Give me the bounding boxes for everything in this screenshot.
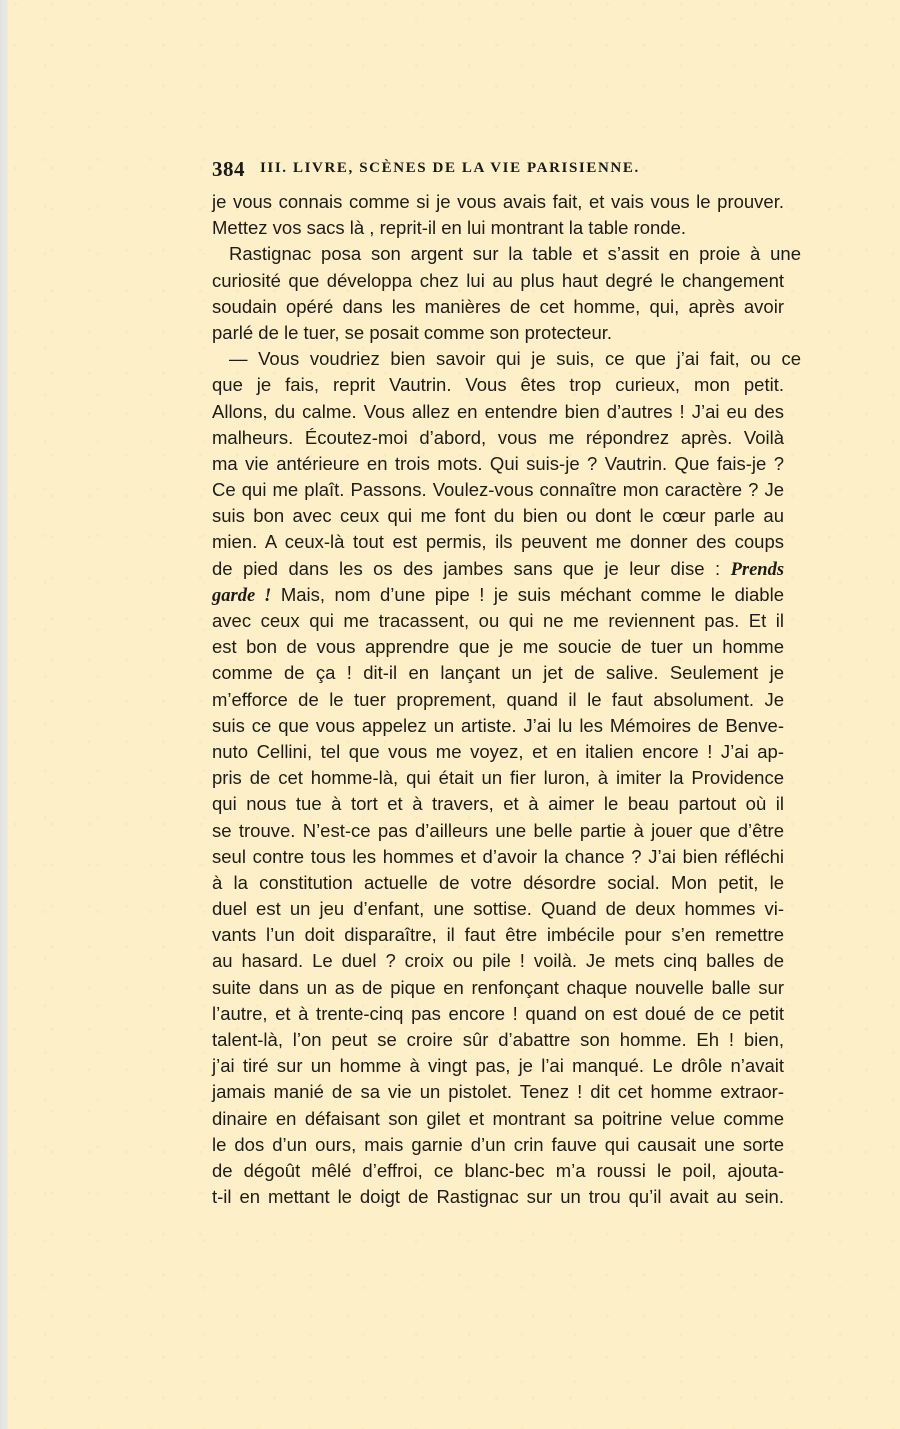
text-line bbox=[212, 268, 784, 294]
text-line bbox=[212, 713, 784, 739]
text-line bbox=[212, 529, 784, 555]
text-line bbox=[212, 320, 784, 346]
line-text: suite dans un as de pique en renfonçant chaque nouvelle balle sur bbox=[212, 976, 784, 998]
line-text: — Vous voudriez bien savoir qui je suis, ce que j’ai fait, ou ce bbox=[229, 348, 801, 370]
line-text: duel est un jeu d’enfant, une sottise. Quand de deux hommes vi- bbox=[212, 898, 784, 920]
line-text: je vous connais comme si je vous avais fait, et vais vous le prouver. bbox=[212, 191, 784, 212]
line-text: nuto Cellini, tel que vous me voyez, et en italien encore ! J’ai ap- bbox=[212, 740, 784, 762]
text-line bbox=[212, 556, 784, 582]
line-text: j’ai tiré sur un homme à vingt pas, je l’ai manqué. Le drôle n’avait bbox=[212, 1055, 784, 1077]
text-line bbox=[212, 503, 784, 529]
line-text: jamais manié de sa vie un pistolet. Tenez ! dit cet homme extraor- bbox=[212, 1081, 784, 1103]
text-line bbox=[212, 477, 784, 503]
line-text: de dégoût mêlé d’effroi, ce blanc-bec m’a roussi le poil, ajouta- bbox=[212, 1159, 784, 1181]
line-text: dinaire en défaisant son gilet et montrant sa poitrine velue comme bbox=[212, 1107, 784, 1129]
line-text: soudain opéré dans les manières de cet homme, qui, après avoir bbox=[212, 295, 784, 317]
line-text: comme de ça ! dit-il en lançant un jet de salive. Seulement je bbox=[212, 662, 784, 684]
text-line bbox=[212, 294, 784, 320]
line-text: est bon de vous apprendre que je me soucie de tuer un homme bbox=[212, 636, 784, 658]
line-text: curiosité que développa chez lui au plus haut degré le changement bbox=[212, 269, 784, 291]
line-text: Rastignac posa son argent sur la table et s’assit en proie à une bbox=[229, 243, 801, 265]
line-text: vants l’un doit disparaître, il faut être imbécile pour s’en remettre bbox=[212, 924, 784, 946]
scan-page-edge bbox=[0, 0, 8, 1429]
line-text: l’autre, et à trente-cinq pas encore ! quand on est doué de ce petit bbox=[212, 1002, 784, 1024]
text-line bbox=[212, 451, 784, 477]
text-line bbox=[212, 896, 784, 922]
text-line bbox=[212, 1027, 784, 1053]
italic-text: garde ! bbox=[212, 585, 272, 606]
text-line bbox=[212, 1106, 784, 1132]
line-text: Mettez vos sacs là , reprit-il en lui montrant la table ronde. bbox=[212, 217, 687, 239]
text-line bbox=[212, 739, 784, 765]
line-text: t-il en mettant le doigt de Rastignac sur un trou qu’il avait au sein. bbox=[212, 1186, 784, 1208]
line-text: Ce qui me plaît. Passons. Voulez-vous connaître mon caractère ? Je bbox=[212, 479, 784, 501]
line-text: qui nous tue à tort et à travers, et à aimer le beau partout où il bbox=[212, 793, 784, 815]
running-title: III. LIVRE, SCÈNES DE LA VIE PARISIENNE. bbox=[260, 160, 640, 176]
line-text: talent-là, l’on peut se croire sûr d’abattre son homme. Eh ! bien, bbox=[212, 1029, 784, 1050]
text-line bbox=[212, 241, 801, 267]
text-line bbox=[212, 1001, 784, 1027]
text-line bbox=[212, 1184, 784, 1210]
text-line bbox=[212, 1053, 784, 1079]
text-line bbox=[212, 1158, 784, 1184]
line-text: ma vie antérieure en trois mots. Qui suis-je ? Vautrin. Que fais-je ? bbox=[212, 452, 784, 474]
text-line bbox=[212, 608, 784, 634]
text-line bbox=[212, 582, 784, 608]
text-line bbox=[212, 844, 784, 870]
text-line bbox=[212, 1079, 784, 1105]
text-line bbox=[212, 870, 784, 896]
line-text: m’efforce de le tuer proprement, quand il le faut absolument. Je bbox=[212, 688, 784, 710]
line-text: de pied dans les os des jambes sans que je leur dise : bbox=[212, 557, 721, 579]
text-line bbox=[212, 189, 784, 215]
running-head bbox=[212, 157, 788, 183]
text-line bbox=[212, 425, 784, 451]
body-text bbox=[212, 189, 801, 1210]
line-text: suis bon avec ceux qui me font du bien ou dont le cœur parle au bbox=[212, 505, 784, 527]
line-text: se trouve. N’est-ce pas d’ailleurs une belle partie à jouer que d’être bbox=[212, 819, 784, 841]
text-line bbox=[212, 1132, 784, 1158]
line-text: parlé de le tuer, se posait comme son protecteur. bbox=[212, 321, 613, 343]
line-text: seul contre tous les hommes et d’avoir la chance ? J’ai bien réfléchi bbox=[212, 845, 784, 867]
text-line bbox=[212, 372, 784, 398]
line-text: avec ceux qui me tracassent, ou qui ne me reviennent pas. Et il bbox=[212, 610, 784, 631]
text-line bbox=[212, 346, 801, 372]
line-text: à la constitution actuelle de votre désordre social. Mon petit, le bbox=[212, 871, 784, 893]
line-text: mien. A ceux-là tout est permis, ils peuvent me donner des coups bbox=[212, 531, 784, 553]
text-line bbox=[212, 818, 784, 844]
line-text: Allons, du calme. Vous allez en entendre bien d’autres ! J’ai eu des bbox=[212, 400, 784, 422]
text-line bbox=[212, 922, 784, 948]
text-line bbox=[212, 215, 784, 241]
line-text: suis ce que vous appelez un artiste. J’ai lu les Mémoires de Benve- bbox=[212, 714, 784, 736]
italic-text: Prends bbox=[730, 559, 785, 580]
line-text: le dos d’un ours, mais garnie d’un crin fauve qui causait une sorte bbox=[212, 1133, 784, 1155]
line-text: pris de cet homme-là, qui était un fier luron, à imiter la Providence bbox=[212, 767, 784, 789]
page-number: 384 bbox=[212, 157, 245, 181]
text-line bbox=[212, 975, 784, 1001]
line-text: au hasard. Le duel ? croix ou pile ! voilà. Je mets cinq balles de bbox=[212, 950, 784, 972]
text-line bbox=[212, 634, 784, 660]
text-line bbox=[212, 399, 784, 425]
text-line bbox=[212, 765, 784, 791]
line-text: que je fais, reprit Vautrin. Vous êtes trop curieux, mon petit. bbox=[212, 374, 784, 396]
text-line bbox=[212, 687, 784, 713]
line-text: malheurs. Écoutez-moi d’abord, vous me répondrez après. Voilà bbox=[212, 426, 784, 448]
text-line bbox=[212, 948, 784, 974]
line-text: Mais, nom d’une pipe ! je suis méchant comme le diable bbox=[280, 583, 784, 605]
text-line bbox=[212, 660, 784, 686]
text-line bbox=[212, 791, 784, 817]
